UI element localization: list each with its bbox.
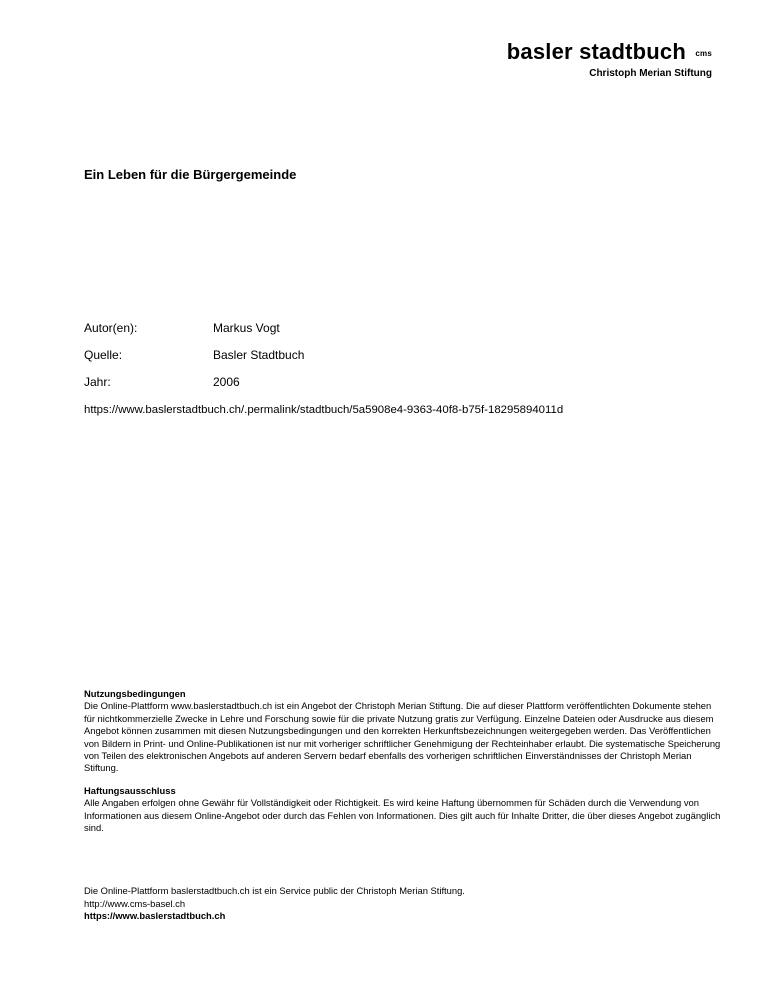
author-value: Markus Vogt (213, 321, 280, 335)
permalink-link[interactable]: https://www.baslerstadtbuch.ch/.permalink/stadtbuch/5a5908e4-9363-40f8-b75f-18295894011d (84, 404, 564, 416)
logo-subtitle: Christoph Merian Stiftung (589, 68, 712, 79)
terms-section (84, 688, 724, 834)
site-logo (507, 38, 712, 79)
source-value: Basler Stadtbuch (213, 348, 305, 362)
logo-wordmark: basler stadtbuch (506, 39, 686, 64)
year-label: Jahr: (84, 375, 111, 389)
liability-heading: Haftungsausschluss (84, 784, 176, 796)
cms-link[interactable]: http://www.cms-basel.ch (84, 897, 186, 909)
service-line: Die Online-Plattform baslerstadtbuch.ch ist ein Service public der Christoph Merian Stiftung. (84, 885, 465, 896)
author-label: Autor(en): (84, 321, 138, 335)
usage-text: Die Online-Plattform www.baslerstadtbuch.ch ist ein Angebot der Christoph Merian Stiftung. Die auf dieser Plattform veröffentlichten Dokumente stehen für nichtkommerzielle Zwecke in Lehre und Forschung sowie für die private Nutzung gratis zur Verfügung. Einzelne Dateien oder Ausdrucke aus diesem Angebot können zusammen mit diesen Nutzungsbedingungen und den korrekten Herkunftsbezeichnungen weitergegeben werden. Das Veröffentlichen von Bildern in Print- und Online-Publikationen ist nur mit vorheriger schriftlicher Genehmigung der Rechteinhaber erlaubt. Die systematische Speicherung von Teilen des elektronischen Angebots auf anderen Servern bedarf ebenfalls des vorherigen schriftlichen Einverständnisses der Christoph Merian Stiftung. (84, 700, 721, 774)
footer (84, 885, 465, 923)
liability-text: Alle Angaben erfolgen ohne Gewähr für Vollständigkeit oder Richtigkeit. Es wird keine Haftung übernommen für Schäden durch die Verwendung von Informationen aus diesem Online-Angebot oder durch das Fehlen von Informationen. Dies gilt auch für Inhalte Dritter, die über dieses Angebot zugänglich sind. (84, 797, 721, 834)
site-link[interactable]: https://www.baslerstadtbuch.ch (84, 910, 226, 922)
document-title: Ein Leben für die Bürgergemeinde (84, 167, 297, 182)
source-label: Quelle: (84, 348, 123, 362)
usage-heading: Nutzungsbedingungen (84, 688, 186, 699)
logo-superscript: cms (695, 49, 712, 58)
year-value: 2006 (213, 375, 240, 389)
